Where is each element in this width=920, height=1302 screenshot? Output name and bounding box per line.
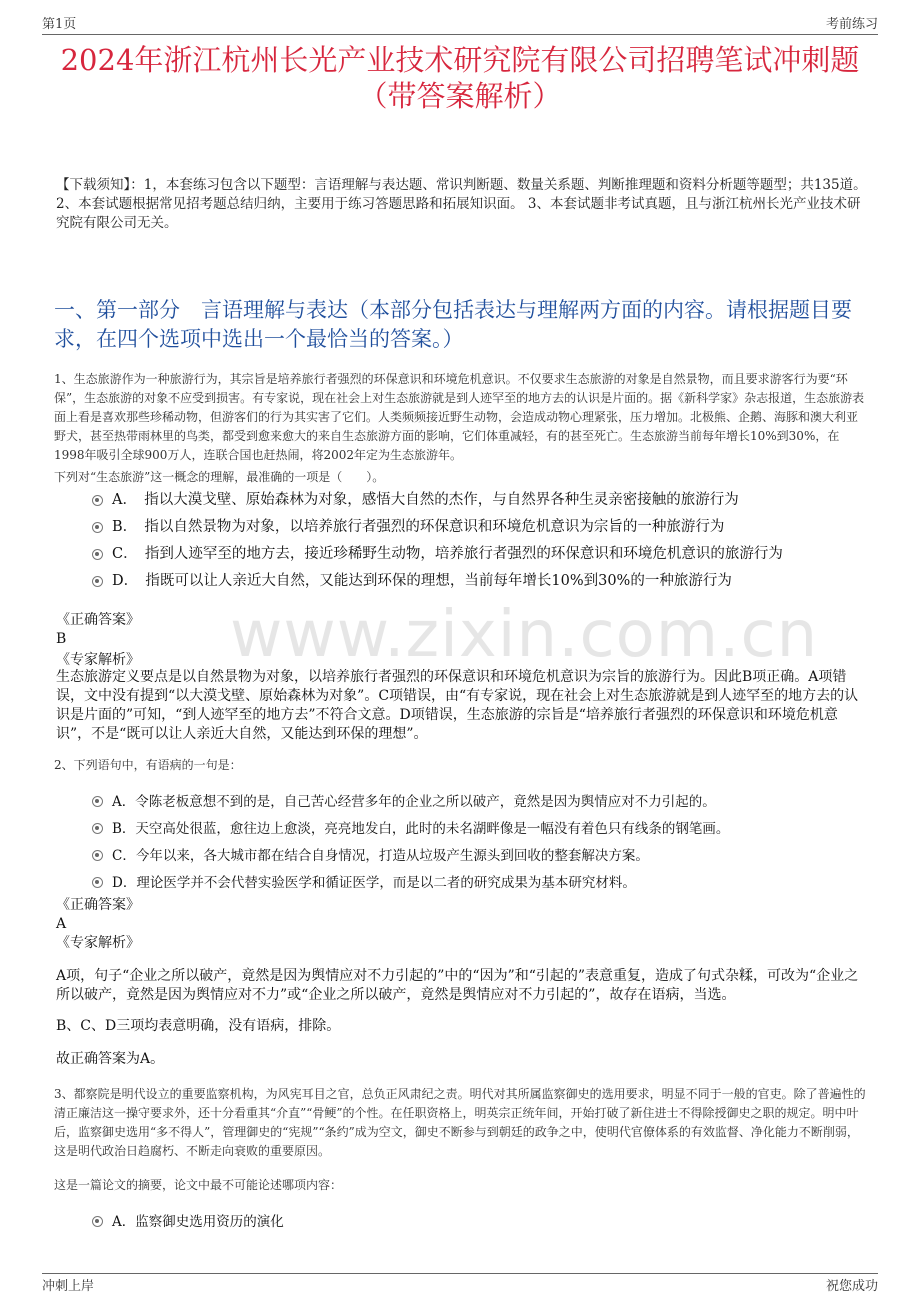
document-title	[30, 42, 890, 114]
radio-icon[interactable]	[92, 823, 103, 834]
download-notice: 【下载须知】：1，本套练习包含以下题型：言语理解与表达题、常识判断题、数量关系题、判断推理题和资料分析题等题型；共135道。 2、本套试题根据常见招考题总结归纳，主要用于练习答题思路和拓展知识面。 3、本套试题非考试真题，且与浙江杭州长光产业技术研究院有限公司无关。	[56, 177, 867, 231]
option-d[interactable]: D． 指既可以让人亲近大自然，又能达到环保的理想，当前每年增长10%到30%的一种旅游行为	[92, 566, 868, 593]
option-c[interactable]: C． 指到人迹罕至的地方去，接近珍稀野生动物，培养旅行者强烈的环保意识和环境危机意识的旅游行为	[92, 539, 868, 566]
option-a[interactable]: A．监察御史选用资历的演化	[92, 1206, 868, 1233]
radio-icon[interactable]	[92, 522, 103, 533]
radio-icon[interactable]	[92, 576, 103, 587]
question-3-stem: 3、都察院是明代设立的重要监察机构，为风宪耳目之官，总负正风肃纪之责。明代对其所属监察御史的选用要求，明显不同于一般的官吏。除了普遍性的清正廉洁这一操守要求外，还十分看重其“介直”“骨鲠”的个性。在任职资格上，明英宗正统年间，开始打破了新住进士不得除授御史之职的规定。明中叶后，监察御史选用“多不得人”，管理御史的“宪规”“条约”成为空文，御史不断参与到朝廷的政争之中，使明代官僚体系的有效监督、净化能力不断削弱，这是明代政治日趋腐朽、不断走向衰败的重要原因。	[54, 1087, 866, 1158]
question-2-answer-label: 《正确答案》	[56, 897, 140, 913]
question-2-analysis-3: 故正确答案为A。	[56, 1051, 165, 1067]
question-3-prompt: 这是一篇论文的摘要，论文中最不可能论述哪项内容：	[54, 1178, 343, 1192]
option-b[interactable]: B．天空高处很蓝，愈往边上愈淡，亮亮地发白，此时的未名湖畔像是一幅没有着色只有线条的钢笔画。	[92, 813, 868, 840]
option-a[interactable]: A． 指以大漠戈壁、原始森林为对象，感悟大自然的杰作，与自然界各种生灵亲密接触的旅游行为	[92, 485, 868, 512]
radio-icon[interactable]	[92, 1216, 103, 1227]
question-1-analysis-label: 《专家解析》	[56, 652, 140, 668]
option-c[interactable]: C．今年以来，各大城市都在结合自身情况，打造从垃圾产生源头到回收的整套解决方案。	[92, 840, 868, 867]
page-footer	[42, 1273, 878, 1294]
question-1-answer: B	[56, 631, 67, 647]
question-2-analysis-2: B、C、D三项均表意明确，没有语病，排除。	[56, 1018, 341, 1034]
title-line-2: （带答案解析）	[358, 79, 562, 113]
question-2-analysis-1: A项，句子“企业之所以破产，竟然是因为舆情应对不力引起的”中的“因为”和“引起的”表意重复，造成了句式杂糅，可改为“企业之所以破产，竟然是因为舆情应对不力”或“企业之所以破产，竟然是舆情应对不力引起的”，故存在语病，当选。	[56, 968, 859, 1003]
question-1-answer-label: 《正确答案》	[56, 612, 140, 628]
watermark: www.zixin.com.cn	[230, 598, 819, 672]
question-1-options	[92, 485, 868, 593]
page-number: 第1页	[42, 17, 77, 32]
radio-icon[interactable]	[92, 877, 103, 888]
question-1-stem: 1、生态旅游作为一种旅游行为，其宗旨是培养旅行者强烈的环保意识和环境危机意识。不仅要求生态旅游的对象是自然景物，而且要求游客行为要“环保”，生态旅游的对象不应受到损害。有专家说，现在社会上对生态旅游就是到人迹罕至的地方去的认识是片面的。据《新科学家》杂志报道，生态旅游表面上看是喜欢那些珍稀动物，但游客们的行为其实害了它们。人类频频接近野生动物，会造成动物心理紧张，压力增加。北极熊、企鹅、海豚和澳大利亚野犬，甚至热带雨林里的鸟类，都受到愈来愈大的来自生态旅游方面的影响，它们体重减轻，有的甚至死亡。生态旅游当前每年增长10%到30%，在1998年吸引全球900万人，连联合国也赶热闹，将2002年定为生态旅游年。	[54, 372, 865, 462]
question-2-answer: A	[56, 916, 67, 932]
footer-right: 祝您成功	[825, 1279, 878, 1294]
radio-icon[interactable]	[92, 796, 103, 807]
question-1-prompt: 下列对“生态旅游”这一概念的理解，最准确的一项是（ ）。	[54, 470, 385, 484]
page-header	[42, 10, 878, 35]
question-2-options	[92, 786, 868, 894]
option-b[interactable]: B． 指以自然景物为对象，以培养旅行者强烈的环保意识和环境危机意识为宗旨的一种旅游行为	[92, 512, 868, 539]
question-3-options	[92, 1206, 868, 1233]
option-a[interactable]: A．令陈老板意想不到的是，自己苦心经营多年的企业之所以破产，竟然是因为舆情应对不力引起的。	[92, 786, 868, 813]
question-1-analysis: 生态旅游定义要点是以自然景物为对象，以培养旅行者强烈的环保意识和环境危机意识为宗旨的旅游行为。因此B项正确。A项错误，文中没有提到“以大漠戈壁、原始森林为对象”。C项错误，由“有专家说，现在社会上对生态旅游就是到人迹罕至的地方去的认识是片面的”可知，“到人迹罕至的地方去”不符合文意。D项错误，生态旅游的宗旨是“培养旅行者强烈的环保意识和环境危机意识”，不是“既可以让人亲近大自然，又能达到环保的理想”。	[56, 669, 859, 742]
radio-icon[interactable]	[92, 495, 103, 506]
radio-icon[interactable]	[92, 549, 103, 560]
option-d[interactable]: D．理论医学并不会代替实验医学和循证医学，而是以二者的研究成果为基本研究材料。	[92, 867, 868, 894]
section-heading: 一、第一部分 言语理解与表达（本部分包括表达与理解两方面的内容。请根据题目要求，在四个选项中选出一个最恰当的答案。）	[54, 298, 852, 351]
radio-icon[interactable]	[92, 850, 103, 861]
header-label: 考前练习	[825, 17, 878, 32]
footer-left: 冲刺上岸	[42, 1279, 95, 1294]
question-2-stem: 2、下列语句中，有语病的一句是：	[54, 758, 242, 772]
question-2-analysis-label: 《专家解析》	[56, 935, 140, 951]
title-line-1: 2024年浙江杭州长光产业技术研究院有限公司招聘笔试冲刺题	[60, 43, 860, 77]
